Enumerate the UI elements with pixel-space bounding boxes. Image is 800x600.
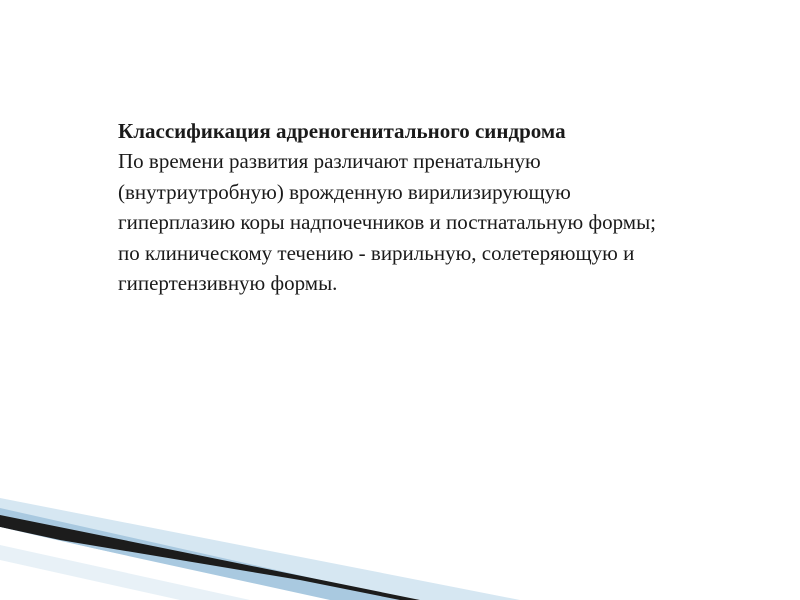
decor-white-gap	[0, 527, 320, 600]
decor-dark-stripe	[0, 515, 420, 600]
slide-body-text: По времени развития различают пренатальную (внутриутробную) врожденную вирилизирующую гиперплазию коры надпочечников и постнатальную формы; по клиническому течению - вирильную, солетеряющую и гипертензивную формы.	[118, 149, 657, 295]
decor-light-blue-stripe	[0, 498, 520, 600]
decor-mid-blue-stripe	[0, 508, 410, 600]
slide-title: Классификация адреногенитального синдрома	[118, 119, 566, 143]
text-block	[118, 116, 678, 299]
decor-pale-stripe	[0, 545, 250, 600]
